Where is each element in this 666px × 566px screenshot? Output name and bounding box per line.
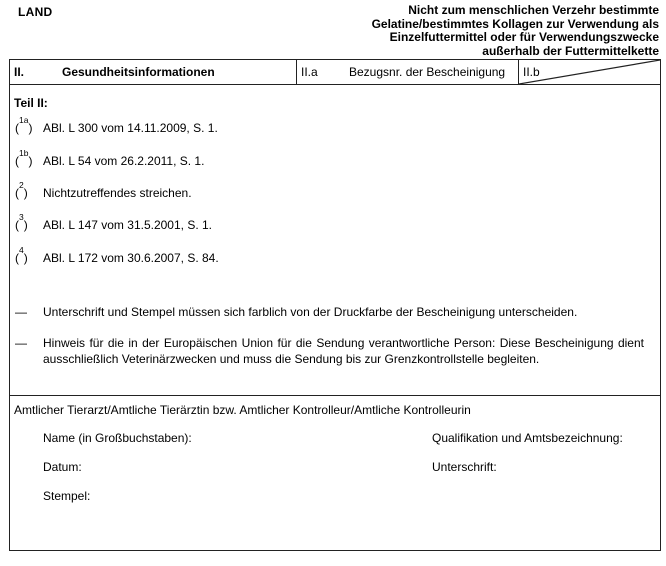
- ref-number-label: Bezugsnr. der Bescheinigung: [349, 65, 506, 79]
- footnote-marker: [15, 245, 28, 265]
- footnote-text: ABl. L 147 vom 31.5.2001, S. 1.: [43, 218, 212, 232]
- footnote-text: Nichtzutreffendes streichen.: [43, 186, 192, 200]
- local-reference-cell: [519, 60, 660, 84]
- paren-open: (: [15, 251, 19, 265]
- reference-number-cell: [297, 60, 519, 84]
- title-line: Nicht zum menschlichen Verzehr bestimmte: [408, 3, 659, 17]
- part-ii-header-cell: [10, 60, 297, 84]
- paren-open: (: [15, 154, 19, 168]
- footnote-text: ABl. L 300 vom 14.11.2009, S. 1.: [43, 121, 218, 135]
- paren-open: (: [15, 121, 19, 135]
- paren-open: (: [15, 186, 19, 200]
- footnote-marker: [15, 148, 33, 168]
- certificate-table: [9, 59, 661, 551]
- date-label: Datum:: [43, 460, 82, 474]
- footnote-ref: 1b: [19, 148, 29, 158]
- consignment-title: [372, 4, 659, 58]
- title-line: Einzelfuttermittel oder für Verwendungszwecke: [389, 30, 659, 44]
- local-ref-code: II.b: [523, 65, 540, 79]
- paren-close: ): [23, 218, 28, 232]
- footnote-ref: 2: [19, 180, 24, 190]
- paren-close: ): [23, 251, 28, 265]
- dash-marker: —: [15, 305, 27, 319]
- footnote-ref: 4: [19, 245, 24, 255]
- paren-close: ): [23, 186, 28, 200]
- ref-number-code: II.a: [301, 65, 318, 79]
- footnote-marker: [15, 180, 28, 200]
- note-text: Unterschrift und Stempel müssen sich farblich von der Druckfarbe der Bescheinigung unterscheiden.: [43, 305, 578, 319]
- qualification-label: Qualifikation und Amtsbezeichnung:: [432, 431, 623, 445]
- footnote-text: ABl. L 172 vom 30.6.2007, S. 84.: [43, 251, 219, 265]
- paren-close: ): [28, 154, 33, 168]
- footnote-marker: [15, 115, 33, 135]
- footnote-ref: 1a: [19, 115, 29, 125]
- part-ii-body-cell: [10, 85, 660, 396]
- signature-section-heading: Amtlicher Tierarzt/Amtliche Tierärztin bzw. Amtlicher Kontrolleur/Amtliche Kontrolleurin: [14, 403, 471, 417]
- country-label: LAND: [18, 5, 53, 19]
- title-line: außerhalb der Futtermittelkette: [482, 43, 659, 58]
- part-ii-title: Teil II:: [14, 96, 48, 110]
- official-signature-section: [10, 396, 660, 550]
- title-line: Gelatine/bestimmtes Kollagen zur Verwendung als: [371, 16, 659, 31]
- crossed-out-diagonal-line: [519, 60, 660, 84]
- footnote-text: ABl. L 54 vom 26.2.2011, S. 1.: [43, 154, 205, 168]
- part-ii-number: II.: [14, 65, 25, 79]
- part-ii-label: Gesundheitsinformationen: [62, 65, 215, 79]
- paren-close: ): [28, 121, 33, 135]
- signature-label: Unterschrift:: [432, 460, 497, 474]
- footnote-ref: 3: [19, 212, 24, 222]
- note-text: Hinweis für die in der Europäischen Union für die Sendung verantwortliche Person: Diese Bescheinigung dient ausschließlich Veterinärzwecken und muss die Sendung bis zur Grenzkontrollstelle begleiten.: [43, 336, 644, 366]
- dash-marker: —: [15, 336, 27, 350]
- name-label: Name (in Großbuchstaben):: [43, 431, 192, 445]
- certificate-header-row: [10, 60, 660, 85]
- footnote-marker: [15, 212, 28, 232]
- stamp-label: Stempel:: [43, 489, 91, 503]
- paren-open: (: [15, 218, 19, 232]
